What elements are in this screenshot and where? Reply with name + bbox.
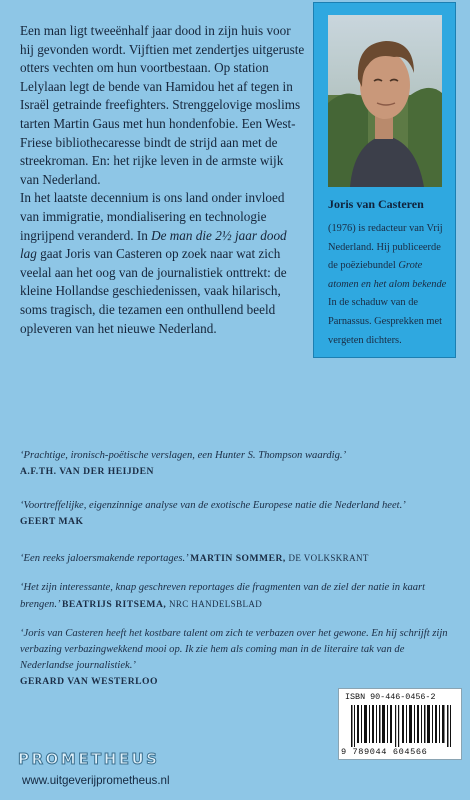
- barcode: [338, 688, 462, 760]
- author-bio-book: Grote atomen en het alom bekende: [328, 260, 447, 290]
- author-panel: [313, 2, 456, 358]
- author-bio: [328, 220, 450, 350]
- quote-publication: DE VOLKSKRANT: [288, 553, 369, 563]
- quote-text: ‘Prachtige, ironisch-poëtische verslagen, een Hunter S. Thompson waardig.’: [20, 450, 347, 461]
- quote-4: [20, 580, 458, 613]
- barcode-number: 9 789044 604566: [341, 747, 428, 757]
- blurb-p2-start: In het laatste decennium is ons land onder invloed van immigratie, mondialisering en technologie ingrijpend veranderd. In: [20, 190, 285, 243]
- author-bio-part1: (1976) is redacteur van Vrij Nederland. Hij publiceerde de poëziebundel: [328, 223, 443, 272]
- quote-source: BEATRIJS RITSEMA,: [61, 599, 167, 610]
- publisher-logo: PROMETHEUS: [18, 750, 160, 768]
- author-photo: [328, 15, 442, 187]
- quote-text: ‘Voortreffelijke, eigenzinnige analyse van de exotische Europese natie die Nederland heet.’: [20, 500, 406, 511]
- quote-publication: NRC HANDELSBLAD: [168, 599, 263, 609]
- author-name: Joris van Casteren: [328, 197, 424, 211]
- quote-3: [20, 550, 458, 567]
- blurb-p2-end: gaat Joris van Casteren op zoek naar wat zich veelal aan het oog van de journalistiek onttrekt: de kleine Hollandse geschiedenissen, vaak hilarisch, soms tragisch, die tezamen een onthullend beeld opleveren van het nieuwe Nederland.: [20, 246, 287, 336]
- quote-source: GERARD VAN WESTERLOO: [20, 676, 158, 687]
- quote-text: ‘Het zijn interessante, knap geschreven reportages die fragmenten van de ziel der natie in kaart brengen.’: [20, 582, 426, 610]
- author-portrait-image: [328, 15, 442, 187]
- author-bio-part2: In de schaduw van de Parnassus. Gesprekken met vergeten dichters.: [328, 297, 442, 346]
- blurb-paragraph-2: [20, 189, 305, 338]
- quote-2: [20, 498, 458, 530]
- quote-source: A.F.TH. VAN DER HEIJDEN: [20, 466, 154, 477]
- quote-source: MARTIN SOMMER,: [190, 553, 286, 564]
- barcode-bars: [351, 705, 451, 747]
- isbn-number: ISBN 90-446-0456-2: [345, 692, 436, 702]
- quote-text: ‘Joris van Casteren heeft het kostbare talent om zich te verbazen over het gewone. En hij schrijft zijn verbazing verbazingwekkend mooi op. Ik zie hem als coming man in de literaire tak van de Nederlandse journalistiek.’: [20, 628, 448, 671]
- back-cover-blurb: [20, 22, 305, 338]
- blurb-paragraph-1: Een man ligt tweeënhalf jaar dood in zijn huis voor hij gevonden wordt. Vijftien met zendertjes uitgeruste otters vechten om hun voortbestaan. Op station Lelylaan legt de bende van Hamidou het af tegen in Israël getrainde freefighters. Strenggelovige moslims tarten Martin Gaus met hun hondenfobie. Een West-Friese bibliothecaresse bindt de strijd aan met de streekroman. En: het rijke leven in de armste wijk van Nederland.: [20, 23, 305, 187]
- quote-text: ‘Een reeks jaloersmakende reportages.’: [20, 553, 188, 564]
- quote-source: GEERT MAK: [20, 516, 84, 527]
- book-title: De man die 2½ jaar dood lag: [20, 227, 287, 262]
- quote-5: [20, 626, 458, 690]
- quote-1: [20, 448, 458, 480]
- publisher-website: www.uitgeverijprometheus.nl: [22, 774, 170, 787]
